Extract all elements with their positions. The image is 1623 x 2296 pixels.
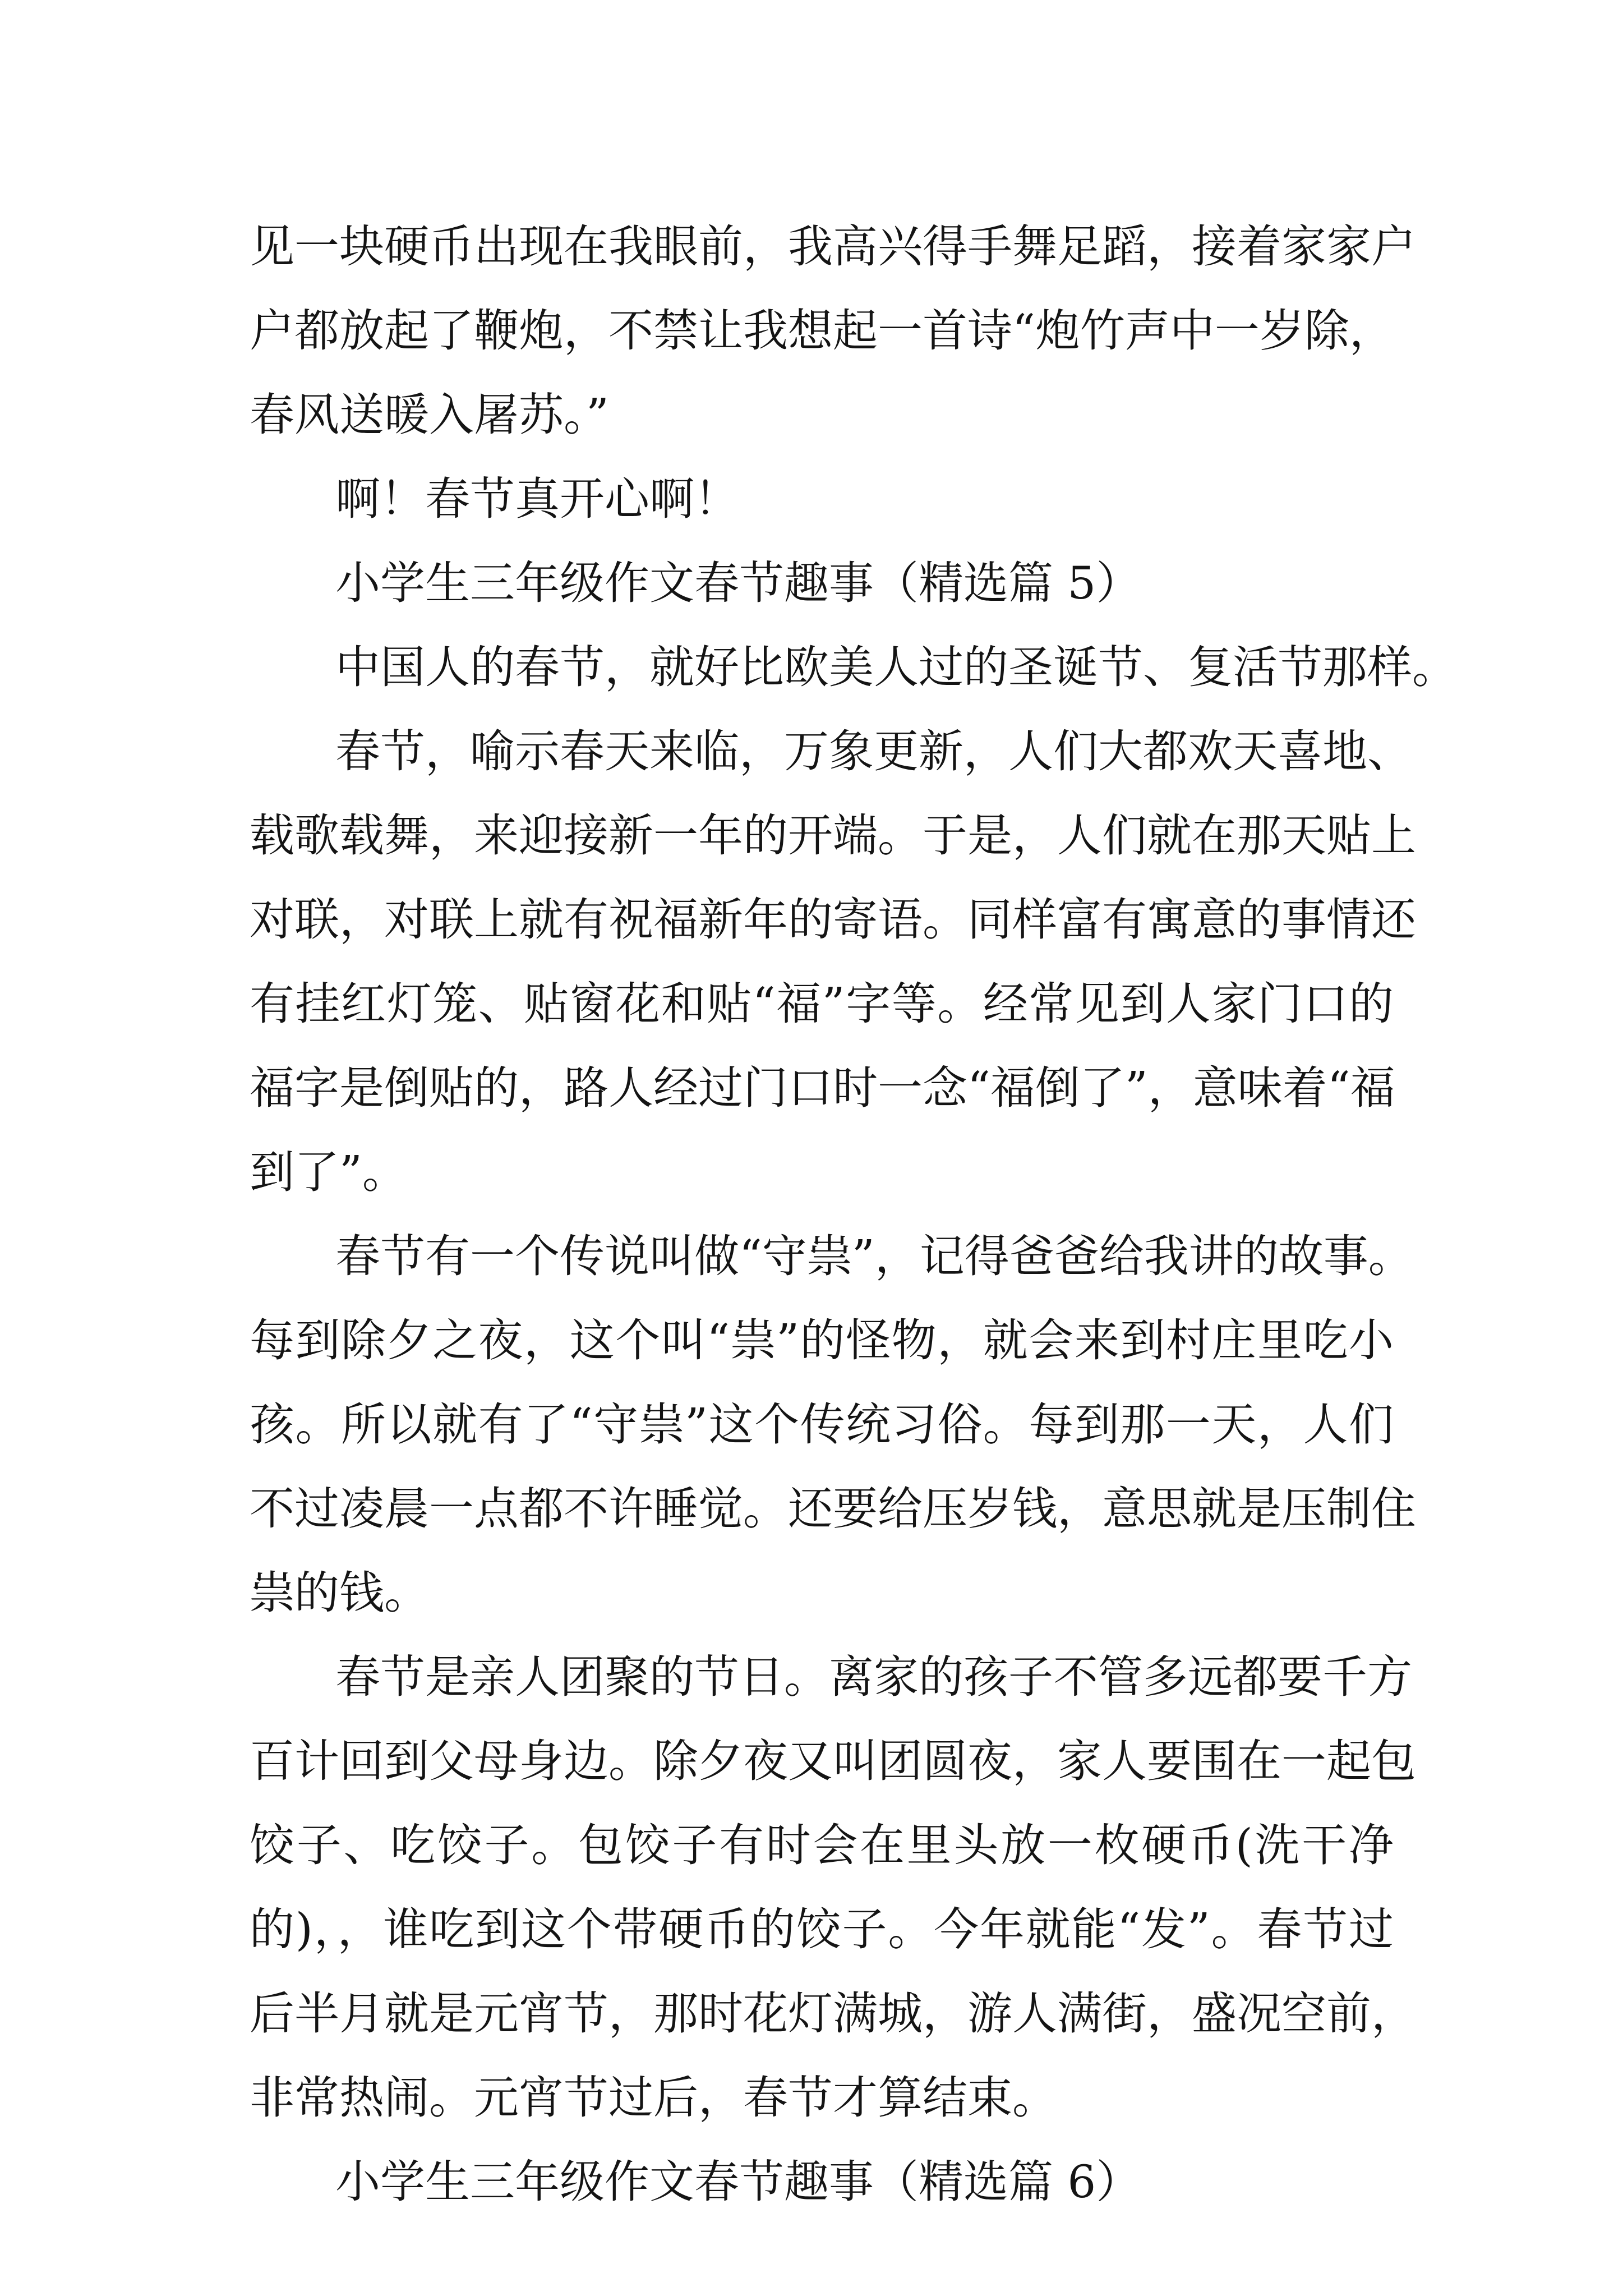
body-text-line: 春节有一个传说叫做“守祟”，记得爸爸给我讲的故事。	[335, 1230, 1413, 1282]
body-text-line: 有挂红灯笼、贴窗花和贴“福”字等。经常见到人家门口的	[250, 978, 1394, 1030]
body-text-line: 后半月就是元宵节，那时花灯满城，游人满街，盛况空前，	[250, 1987, 1416, 2040]
body-text-line: 到了”。	[250, 1146, 407, 1198]
body-text-line: 孩。所以就有了“守祟”这个传统习俗。每到那一天，人们	[250, 1398, 1394, 1451]
body-text-line: 春节是亲人团聚的节日。离家的孩子不管多远都要千方	[335, 1651, 1412, 1703]
body-text-line: 福字是倒贴的，路人经过门口时一念“福倒了”，意味着“福	[250, 1062, 1395, 1114]
body-text-line: 载歌载舞，来迎接新一年的开端。于是，人们就在那天贴上	[250, 809, 1416, 862]
body-text-line: 祟的钱。	[250, 1567, 429, 1619]
body-text-line: 百计回到父母身边。除夕夜又叫团圆夜，家人要围在一起包	[250, 1735, 1416, 1787]
body-text-line: 非常热闹。元宵节过后，春节才算结束。	[250, 2072, 1057, 2124]
body-text-line: 户都放起了鞭炮，不禁让我想起一首诗“炮竹声中一岁除，	[250, 305, 1394, 357]
body-text-line: 中国人的春节，就好比欧美人过的圣诞节、复活节那样。	[335, 641, 1457, 693]
body-text-line: 每到除夕之夜，这个叫“祟”的怪物，就会来到村庄里吃小	[250, 1314, 1394, 1366]
body-text-line: 对联，对联上就有祝福新年的寄语。同样富有寓意的事情还	[250, 894, 1416, 946]
body-text-line: 饺子、吃饺子。包饺子有时会在里头放一枚硬币(洗干净	[250, 1819, 1394, 1871]
body-text-line: 的)，，谁吃到这个带硬币的饺子。今年就能“发”。春节过	[250, 1903, 1394, 1955]
body-text-line: 春节，喻示春天来临，万象更新，人们大都欢天喜地、	[335, 725, 1412, 777]
section-heading: 小学生三年级作文春节趣事（精选篇 5）	[335, 557, 1141, 609]
body-text-line: 春风送暖入屠苏。”	[250, 389, 609, 441]
section-heading: 小学生三年级作文春节趣事（精选篇 6）	[335, 2156, 1141, 2208]
body-text-line: 不过凌晨一点都不许睡觉。还要给压岁钱，意思就是压制住	[250, 1483, 1416, 1535]
body-text-line: 啊！春节真开心啊！	[335, 473, 739, 525]
body-text-line: 见一块硬币出现在我眼前，我高兴得手舞足蹈，接着家家户	[250, 220, 1416, 273]
